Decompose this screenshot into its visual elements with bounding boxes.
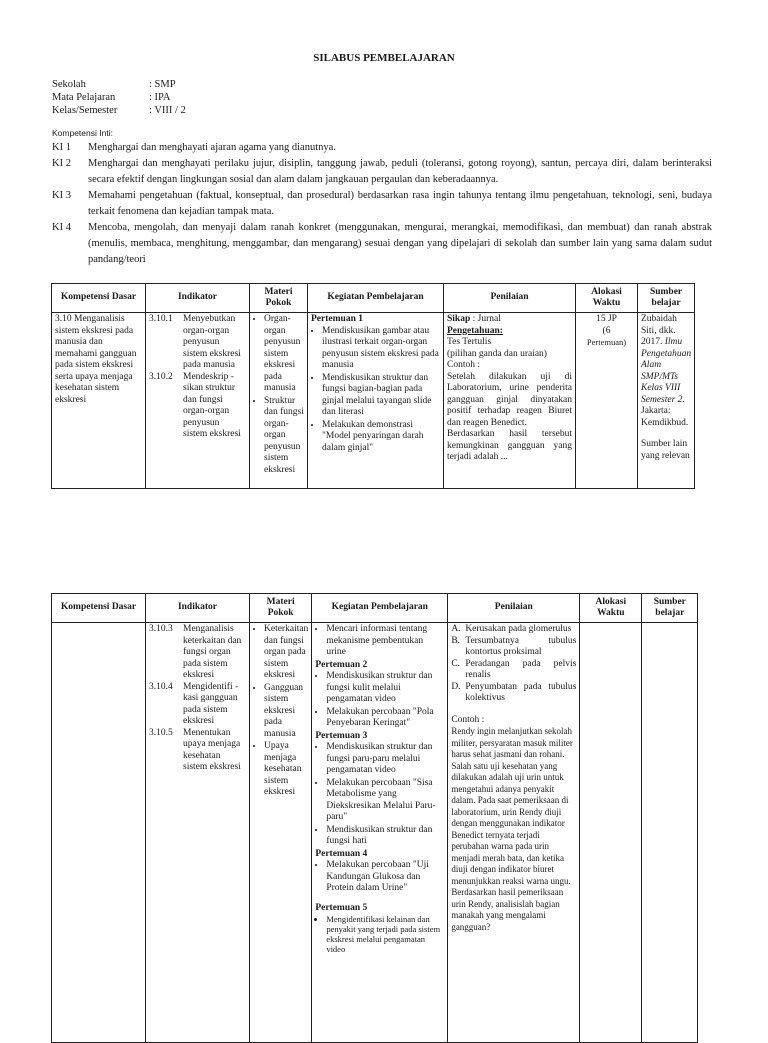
document-meta <box>52 78 186 117</box>
table-row <box>52 623 698 1043</box>
indikator-number: 3.10.4 <box>149 681 173 692</box>
sumber-author: Zubaidah Siti, dkk. 2017. <box>641 314 677 347</box>
kegiatan-item: • Mendiskusikan struktur dan fungsi hati <box>326 825 444 848</box>
penilaian-sikap <box>447 314 572 326</box>
materi-item: • Keterkaitan dan fungsi organ pada sistem ekskresi <box>264 624 308 682</box>
meta-value: : VIII / 2 <box>149 105 186 116</box>
sumber-publisher: Jakarta: Kemdikbud. <box>641 406 689 428</box>
indikator-item <box>149 372 246 441</box>
meta-row <box>52 104 186 117</box>
contoh-paragraph: Setelah dilakukan uji di Laboratorium, urine penderita gangguan ginjal dinyatakan positif terhadap reagen Biuret dan reagen Benedict. <box>447 371 572 428</box>
indikator-item <box>149 624 246 682</box>
syllabus-table-1 <box>51 283 695 489</box>
indikator-cell <box>146 623 250 1043</box>
ki-item <box>52 188 712 220</box>
tes-label: Tes Tertulis <box>447 337 492 347</box>
meta-value: : SMP <box>149 79 176 90</box>
header-kegiatan: Kegiatan Pembelajaran <box>312 594 448 623</box>
materi-item: • Struktur dan fungsi organ-organ penyusun sistem ekskresi <box>264 396 304 477</box>
option-letter: D. <box>451 681 461 692</box>
header-kd: Kompetensi Dasar <box>52 594 146 623</box>
kegiatan-cell <box>312 623 448 1043</box>
answer-option <box>451 624 576 636</box>
penilaian-cell <box>448 623 580 1043</box>
materi-item: • Upaya menjaga kesehatan sistem ekskresi <box>264 741 308 799</box>
option-text: Peradangan pada pelvis renalis <box>465 658 577 680</box>
header-penilaian: Penilaian <box>444 284 576 313</box>
header-penilaian: Penilaian <box>448 594 580 623</box>
sikap-label: Sikap <box>447 314 471 324</box>
pengetahuan-label: Pengetahuan: <box>447 325 503 336</box>
ki-code: KI 2 <box>52 158 71 169</box>
meta-key: Sekolah <box>52 79 86 90</box>
option-letter: A. <box>451 624 461 634</box>
option-letter: B. <box>451 635 461 646</box>
answer-option <box>451 659 576 682</box>
indikator-text: Menyebutkan organ-organ penyusun sistem ekskresi pada manusia <box>183 314 241 370</box>
ki-text: Menghargai dan menghayati ajaran agama yang dianutnya. <box>88 142 336 153</box>
kegiatan-item: • Mendiskusikan struktur dan fungsi bagian-bagian pada ginjal melalui tayangan slide dan literasi <box>322 373 440 419</box>
kegiatan-item: • Mendiskusikan gambar atau ilustrasi terkait organ-organ penyusun sistem ekskresi pada manusia <box>322 326 440 372</box>
contoh-question: Berdasarkan hasil tersebut kemungkinan gangguan yang terjadi adalah ... <box>447 429 572 462</box>
materi-cell <box>250 623 312 1043</box>
syllabus-table-2 <box>51 593 698 1043</box>
header-materi: Materi Pokok <box>250 594 312 623</box>
kegiatan-item: • Mendiskusikan struktur dan fungsi paru-paru melalui pengamatan video <box>326 742 444 777</box>
materi-item: • Gangguan sistem ekskresi pada manusia <box>264 683 308 741</box>
sumber-cell <box>638 313 695 489</box>
option-text: Tersumbatnya tubulus kontortus proksimal <box>465 635 577 657</box>
pertemuan-heading: Pertemuan 2 <box>315 659 368 670</box>
meta-value: : IPA <box>149 92 171 103</box>
ki-item <box>52 156 712 188</box>
indikator-number: 3.10.5 <box>149 727 173 738</box>
ki-item <box>52 220 712 268</box>
kegiatan-item: • Mendiskusikan struktur dan fungsi kulit melalui pengamatan video <box>326 671 444 706</box>
contoh-question: Rendy ingin melanjutkan sekolah militer, persyaratan masuk militer harus sehat jasmani dan rohani. Salah satu uji kesehatan yang dilakukan adalah uji urin untuk mengetahui adanya penyakit dalam. Pada saat pemeriksaan di laboratorium, urin Rendy diuji dengan menggunakan indikator Benedict ternyata terjadi perubahan warna pada urin menjadi merah bata, dan ketika diuji dengan indikator biuret menunjukkan reaksi warna ungu. Berdasarkan hasil pemeriksaan urin Rendy, analisislah bagian manakah yang mengalami gangguan? <box>451 726 573 932</box>
kd-cell: 3.10 Menganalisis sistem ekskresi pada manusia dan memahami gangguan pada sistem ekskresi serta upaya menjaga kesehatan sistem ekskresi <box>52 313 146 489</box>
indikator-number: 3.10.3 <box>149 624 173 634</box>
sumber-book: Ilmu Pengetahuan Alam SMP/MTs Kelas VIII Semester 2. <box>641 337 692 405</box>
pertemuan-heading: Pertemuan 3 <box>315 730 368 741</box>
indikator-item <box>149 682 246 728</box>
meta-key: Mata Pelajaran <box>52 92 116 103</box>
page-title: SILABUS PEMBELAJARAN <box>313 52 455 64</box>
kegiatan-item: • Mencari informasi tentang mekanisme pembentukan urine <box>326 624 444 659</box>
kegiatan-item: • Melakukan percobaan "Uji Kandungan Glukosa dan Protein dalam Urine" <box>326 860 444 895</box>
kd-cell <box>52 623 146 1043</box>
sumber-cell <box>642 623 698 1043</box>
option-letter: C. <box>451 658 461 669</box>
header-indikator: Indikator <box>146 284 250 313</box>
header-sumber: Sumber belajar <box>642 594 698 623</box>
table-header-row <box>52 594 698 623</box>
kegiatan-item: • Mengidentifikasi kelainan dan penyakit yang terjadi pada sistem ekskresi melalui pengamatan video <box>326 914 444 954</box>
ki-heading: Kompetensi Inti: <box>52 128 113 138</box>
header-alokasi: Alokasi Waktu <box>576 284 638 313</box>
table-row <box>52 313 695 489</box>
ki-text: Mencoba, mengolah, dan menyaji dalam ranah konkret (menggunakan, mengurai, merangkai, memodifikasi, dan membuat) dan ranah abstrak (menulis, membaca, menghitung, menggambar, dan mengarang) sesuai dengan yang dipelajari di sekolah dan sumber lain yang sama dalam sudut pandang/teori <box>88 222 712 265</box>
meta-row <box>52 78 186 91</box>
header-materi: Materi Pokok <box>250 284 308 313</box>
option-text: Kerusakan pada glomerulus <box>465 624 572 634</box>
answer-option <box>451 682 576 705</box>
indikator-text: Menentukan upaya menjaga kesehatan sistem ekskresi <box>183 727 241 772</box>
tes-type: (pilihan ganda dan uraian) <box>447 348 547 359</box>
meta-row <box>52 91 186 104</box>
alokasi-cell <box>576 313 638 489</box>
sikap-value: : Jurnal <box>472 314 501 324</box>
indikator-cell <box>146 313 250 489</box>
penilaian-cell <box>444 313 576 489</box>
header-alokasi: Alokasi Waktu <box>580 594 642 623</box>
answer-option <box>451 636 576 659</box>
indikator-text: Mendeskrip - sikan struktur dan fungsi organ-organ penyusun sistem ekskresi <box>183 371 241 439</box>
indikator-item <box>149 728 246 774</box>
ki-code: KI 1 <box>52 142 71 153</box>
meta-key: Kelas/Semester <box>52 105 118 116</box>
pertemuan-heading: Pertemuan 5 <box>315 902 368 913</box>
indikator-number: 3.10.1 <box>149 314 173 324</box>
indikator-number: 3.10.2 <box>149 371 173 382</box>
kegiatan-item: • Melakukan demonstrasi "Model penyaringan darah dalam ginjal" <box>322 420 440 455</box>
kegiatan-cell <box>308 313 444 489</box>
indikator-text: Mengidentifi - kasi gangguan pada sistem ekskresi <box>183 681 239 726</box>
ki-text: Memahami pengetahuan (faktual, konseptual, dan prosedural) berdasarkan rasa ingin tahunya tentang ilmu pengetahuan, teknologi, seni, budaya terkait fenomena dan kejadian tampak mata. <box>88 190 712 217</box>
contoh-label: Contoh : <box>447 360 480 370</box>
contoh-label: Contoh : <box>451 714 485 725</box>
kegiatan-item: • Melakukan percobaan "Pola Penyebaran Keringat" <box>326 707 444 730</box>
pertemuan-heading: Pertemuan 1 <box>311 314 363 324</box>
alokasi-cell <box>580 623 642 1043</box>
indikator-text: Menganalisis keterkaitan dan fungsi organ pada sistem ekskresi <box>183 624 242 680</box>
header-sumber: Sumber belajar <box>638 284 695 313</box>
ki-code: KI 3 <box>52 190 71 201</box>
materi-cell <box>250 313 308 489</box>
table-header-row <box>52 284 695 313</box>
header-kegiatan: Kegiatan Pembelajaran <box>308 284 444 313</box>
alokasi-jp: 15 JP <box>596 314 617 324</box>
alokasi-count: (6 <box>602 325 611 336</box>
ki-text: Menghargai dan menghayati perilaku jujur, disiplin, tanggung jawab, peduli (toleransi, gotong royong), santun, percaya diri, dalam berinteraksi secara efektif dengan lingkungan sosial dan alam dalam jangkauan pergaulan dan keberadaannya. <box>88 158 712 185</box>
ki-code: KI 4 <box>52 222 71 233</box>
option-text: Penyumbatan pada tubulus kolektivus <box>465 681 577 703</box>
header-kd: Kompetensi Dasar <box>52 284 146 313</box>
ki-item <box>52 140 712 156</box>
header-indikator: Indikator <box>146 594 250 623</box>
alokasi-unit: Pertemuan) <box>586 337 627 347</box>
materi-item: • Organ-organ penyusun sistem ekskresi pada manusia <box>264 314 304 395</box>
sumber-lain: Sumber lain yang relevan <box>641 439 690 461</box>
indikator-item <box>149 314 246 372</box>
pertemuan-heading: Pertemuan 4 <box>315 848 368 859</box>
kegiatan-item: • Melakukan percobaan "Sisa Metabolisme yang Diekskresikan Melalui Paru-paru" <box>326 778 444 824</box>
